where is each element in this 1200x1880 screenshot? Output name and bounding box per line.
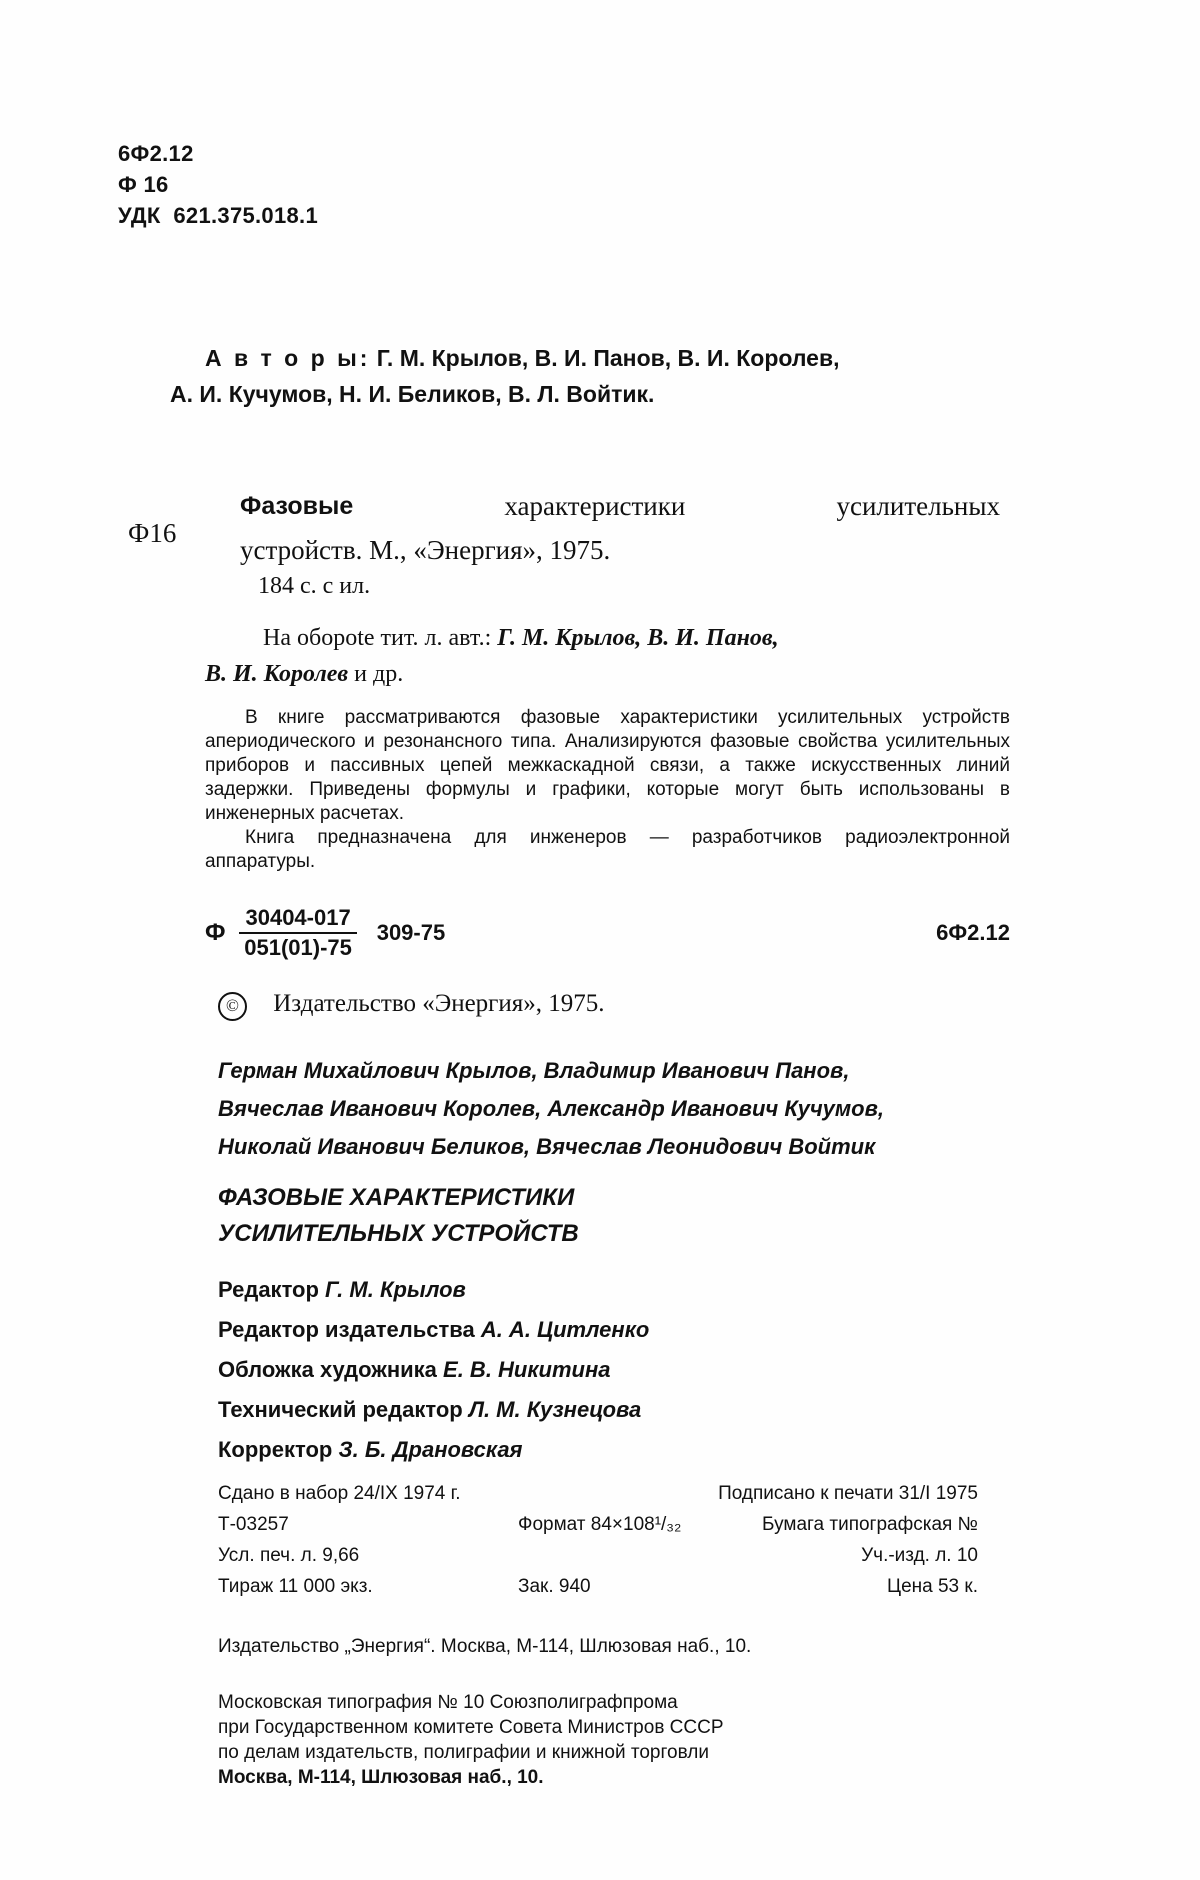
classification-block xyxy=(118,138,318,231)
printer-line-1: Московская типография № 10 Союзполиграфпрома xyxy=(218,1692,678,1713)
credit-row xyxy=(218,1350,649,1390)
credit-role: Корректор xyxy=(218,1437,339,1462)
credit-person: Г. М. Крылов xyxy=(325,1277,466,1302)
printer-line-4: Москва, М-114, Шлюзовая наб., 10. xyxy=(218,1767,544,1788)
production-row xyxy=(218,1571,978,1602)
credit-role: Технический редактор xyxy=(218,1397,469,1422)
authors-label: А в т о р ы: xyxy=(205,345,371,371)
code-right: 6Ф2.12 xyxy=(936,920,1010,945)
card-title-block xyxy=(240,484,1000,572)
production-cell xyxy=(518,1478,698,1509)
card-pages: 184 с. с ил. xyxy=(258,573,371,599)
printer-line-3: по делам издательств, полиграфии и книжной торговли xyxy=(218,1742,709,1763)
production-cell: Уч.-изд. л. 10 xyxy=(861,1545,978,1566)
annotation-paragraph-2: Книга предназначена для инженеров — разработчиков радиоэлектронной аппаратуры. xyxy=(205,827,1010,872)
classification-code-2: Ф 16 xyxy=(118,172,169,197)
code-fraction-line xyxy=(205,905,1010,961)
udk-code: УДК 621.375.018.1 xyxy=(118,203,318,228)
code-numerator: 30404-017 xyxy=(239,905,356,934)
card-title-row xyxy=(240,484,1000,528)
annotation-block xyxy=(205,706,1010,874)
imprint-names-line-3: Николай Иванович Беликов, Вячеслав Леонидович Войтик xyxy=(218,1134,876,1159)
imprint-title xyxy=(218,1180,579,1252)
code-symbol: Ф xyxy=(205,919,226,946)
card-reverse-line2 xyxy=(205,656,1005,692)
credit-role: Обложка художника xyxy=(218,1357,444,1382)
credit-role: Редактор издательства xyxy=(218,1317,481,1342)
card-side-code: Ф16 xyxy=(128,518,177,548)
imprint-title-line-1: ФАЗОВЫЕ ХАРАКТЕРИСТИКИ xyxy=(218,1184,575,1211)
copyright-icon: © xyxy=(218,992,247,1021)
code-fraction xyxy=(239,905,356,961)
production-cell: Зак. 940 xyxy=(518,1576,591,1597)
copyright-line xyxy=(218,990,605,1021)
card-reverse-names-1: Г. М. Крылов, В. И. Панов, xyxy=(497,625,779,651)
printer-block xyxy=(218,1690,724,1790)
card-reverse-names-2: В. И. Королев xyxy=(205,661,349,687)
card-title-end: усилительных xyxy=(836,491,1000,521)
credit-row xyxy=(218,1390,649,1430)
production-cell: Т-03257 xyxy=(218,1514,289,1535)
credit-role: Редактор xyxy=(218,1277,326,1302)
production-cell xyxy=(518,1540,698,1571)
card-title-bold: Фазовые xyxy=(240,492,354,520)
copyright-text: Издательство «Энергия», 1975. xyxy=(273,990,605,1017)
production-data-table xyxy=(218,1478,978,1602)
production-row xyxy=(218,1540,978,1571)
production-cell: Тираж 11 000 экз. xyxy=(218,1576,373,1597)
credit-person: Л. М. Кузнецова xyxy=(468,1397,642,1422)
card-title-line2: устройств. М., «Энергия», 1975. xyxy=(240,535,611,565)
production-row xyxy=(218,1509,978,1540)
publisher-address: Издательство „Энергия“. Москва, М-114, Шлюзовая наб., 10. xyxy=(218,1636,752,1657)
classification-code-1: 6Ф2.12 xyxy=(118,141,194,166)
credit-person: А. А. Цитленко xyxy=(480,1317,650,1342)
code-tail: 309-75 xyxy=(376,920,446,945)
production-cell: Усл. печ. л. 9,66 xyxy=(218,1545,360,1566)
imprint-title-line-2: УСИЛИТЕЛЬНЫХ УСТРОЙСТВ xyxy=(218,1220,579,1247)
credit-row xyxy=(218,1270,649,1310)
imprint-names xyxy=(218,1052,1008,1166)
imprint-names-line-2: Вячеслав Иванович Королев, Александр Иванович Кучумов, xyxy=(218,1096,884,1121)
card-reverse-note xyxy=(205,620,1005,692)
authors-line-2: А. И. Кучумов, Н. И. Беликов, В. Л. Войтик. xyxy=(170,381,655,407)
credits-block xyxy=(218,1270,649,1470)
production-cell: Цена 53 к. xyxy=(887,1576,978,1597)
card-title-mid: характеристики xyxy=(504,491,686,521)
production-row xyxy=(218,1478,978,1509)
credit-row xyxy=(218,1430,649,1470)
imprint-names-line-1: Герман Михайлович Крылов, Владимир Иванович Панов, xyxy=(218,1058,850,1083)
credit-person: З. Б. Драновская xyxy=(338,1437,523,1462)
production-cell: Сдано в набор 24/IX 1974 г. xyxy=(218,1483,461,1504)
annotation-paragraph-1: В книге рассматриваются фазовые характеристики усилительных устройств апериодического и резонансного типа. Анализируются фазовые свойства усилительных приборов и пассивных цепей межкаскадной связи, а также искусственных линий задержки. Приведены формулы и графики, которые могут быть использованы в инженерных расчетах. xyxy=(205,707,1010,824)
production-cell: Бумага типографская № xyxy=(762,1514,978,1535)
production-cell: Формат 84×108¹/₃₂ xyxy=(518,1514,682,1535)
authors-names-1: Г. М. Крылов, В. И. Панов, В. И. Королев, xyxy=(376,345,840,371)
card-reverse-label: На оборote тит. л. авт.: xyxy=(263,625,492,651)
printer-line-2: при Государственном комитете Совета Министров СССР xyxy=(218,1717,724,1738)
production-cell: Подписано к печати 31/I 1975 xyxy=(718,1483,978,1504)
card-reverse-tail: и др. xyxy=(348,661,404,687)
authors-block xyxy=(170,340,1045,412)
authors-line-1 xyxy=(205,340,1045,376)
credit-person: Е. В. Никитина xyxy=(443,1357,611,1382)
credit-row xyxy=(218,1310,649,1350)
code-denominator: 051(01)-75 xyxy=(244,935,352,960)
